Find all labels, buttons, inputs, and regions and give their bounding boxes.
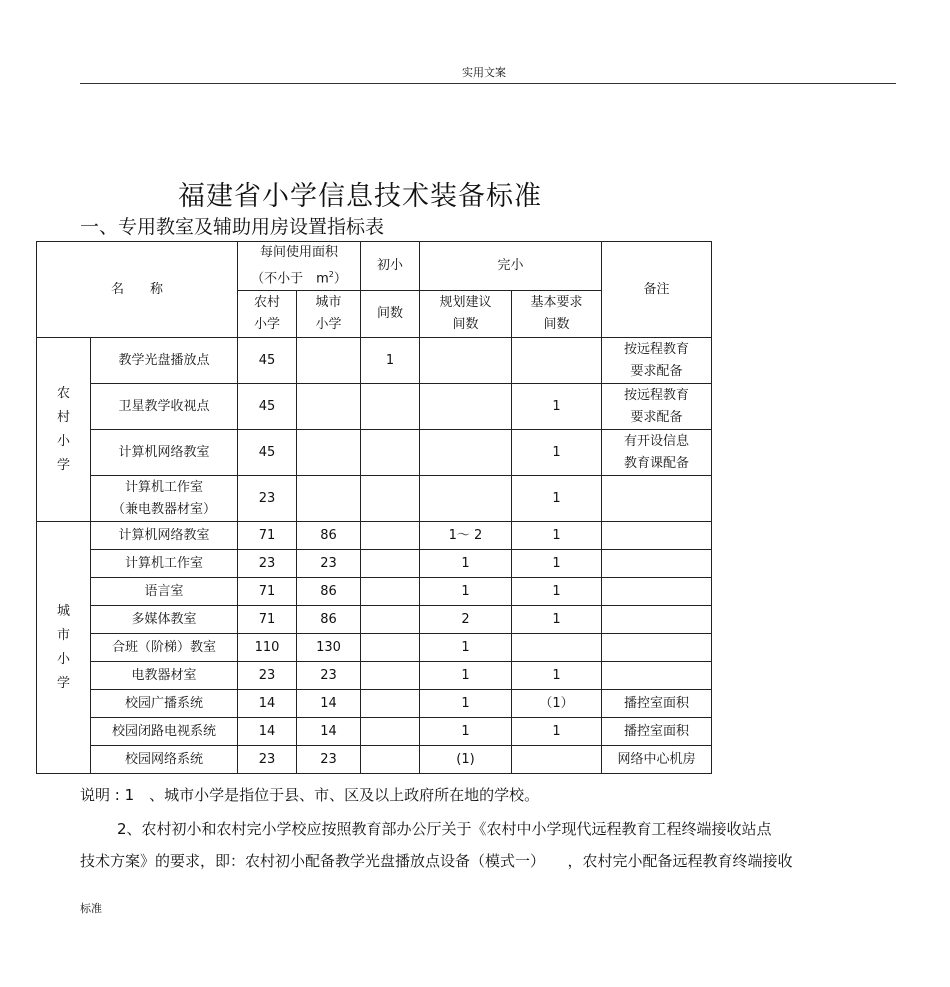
cell-note bbox=[602, 550, 712, 578]
cell-urban: 130 bbox=[297, 634, 361, 662]
cell-rural: 71 bbox=[238, 606, 297, 634]
cell-rural: 14 bbox=[238, 690, 297, 718]
cell-basic: 1 bbox=[512, 606, 602, 634]
table-row bbox=[37, 690, 712, 718]
cell-note bbox=[602, 476, 712, 522]
header-basic: 基本要求 间数 bbox=[512, 291, 602, 338]
facility-name: 计算机网络教室 bbox=[91, 522, 238, 550]
cell-plan: 1 bbox=[420, 718, 512, 746]
cell-basic bbox=[512, 634, 602, 662]
facility-name: 卫星教学收视点 bbox=[91, 384, 238, 430]
cell-rural: 23 bbox=[238, 476, 297, 522]
cell-note: 播控室面积 bbox=[602, 718, 712, 746]
cell-plan: 1～ 2 bbox=[420, 522, 512, 550]
cell-basic: 1 bbox=[512, 550, 602, 578]
cell-chuxiao bbox=[361, 718, 420, 746]
header-name: 名 称 bbox=[37, 242, 238, 338]
header-wanxiao: 完小 bbox=[420, 242, 602, 291]
page-footer-text: 标准 bbox=[80, 902, 102, 915]
cell-urban bbox=[297, 338, 361, 384]
cell-chuxiao bbox=[361, 430, 420, 476]
header-rule bbox=[80, 83, 896, 84]
cell-rural: 45 bbox=[238, 430, 297, 476]
cell-basic: （1） bbox=[512, 690, 602, 718]
table-row bbox=[37, 746, 712, 774]
cell-urban: 86 bbox=[297, 522, 361, 550]
cell-chuxiao bbox=[361, 522, 420, 550]
cell-note: 播控室面积 bbox=[602, 690, 712, 718]
cell-rural: 23 bbox=[238, 662, 297, 690]
cell-urban bbox=[297, 476, 361, 522]
facility-name: 校园网络系统 bbox=[91, 746, 238, 774]
cell-urban: 23 bbox=[297, 746, 361, 774]
header-chuxiao: 初小 bbox=[361, 242, 420, 291]
cell-plan bbox=[420, 476, 512, 522]
cell-basic: 1 bbox=[512, 718, 602, 746]
cell-basic: 1 bbox=[512, 522, 602, 550]
cell-plan bbox=[420, 384, 512, 430]
note-line-1: 说明 : 1 、城市小学是指位于县、市、区及以上政府所在地的学校。 bbox=[80, 786, 540, 804]
cell-plan: 1 bbox=[420, 578, 512, 606]
cell-note: 有开设信息 教育课配备 bbox=[602, 430, 712, 476]
cell-urban: 14 bbox=[297, 718, 361, 746]
cell-rural: 110 bbox=[238, 634, 297, 662]
header-area-line1: 每间使用面积 bbox=[259, 245, 338, 260]
page-header-text: 实用文案 bbox=[462, 66, 506, 79]
cell-note bbox=[602, 522, 712, 550]
cell-note bbox=[602, 606, 712, 634]
cell-urban: 23 bbox=[297, 550, 361, 578]
facility-name: 语言室 bbox=[91, 578, 238, 606]
document-title: 福建省小学信息技术装备标准 bbox=[178, 181, 542, 212]
cell-basic bbox=[512, 746, 602, 774]
header-urban: 城市 小学 bbox=[297, 291, 361, 338]
cell-basic: 1 bbox=[512, 578, 602, 606]
cell-note: 网络中心机房 bbox=[602, 746, 712, 774]
note-line-3: 技术方案》的要求，即：农村初小配备教学光盘播放点设备（模式一） ，农村完小配备远程教育终端接收 bbox=[80, 852, 793, 870]
cell-chuxiao bbox=[361, 384, 420, 430]
table-row bbox=[37, 476, 712, 522]
table-row bbox=[37, 662, 712, 690]
facility-name: 教学光盘播放点 bbox=[91, 338, 238, 384]
cell-urban bbox=[297, 430, 361, 476]
cell-chuxiao bbox=[361, 690, 420, 718]
cell-basic: 1 bbox=[512, 430, 602, 476]
table-row bbox=[37, 384, 712, 430]
facility-name: 电教器材室 bbox=[91, 662, 238, 690]
cell-plan: 2 bbox=[420, 606, 512, 634]
category-label: 农 村 小 学 bbox=[37, 338, 91, 522]
table-row bbox=[37, 634, 712, 662]
cell-basic: 1 bbox=[512, 662, 602, 690]
table-row bbox=[37, 578, 712, 606]
cell-chuxiao: 1 bbox=[361, 338, 420, 384]
header-count: 间数 bbox=[361, 291, 420, 338]
spec-table bbox=[36, 241, 712, 774]
cell-plan bbox=[420, 430, 512, 476]
note-line-2: 2、农村初小和农村完小学校应按照教育部办公厅关于《农村中小学现代远程教育工程终端接收站点 bbox=[117, 820, 772, 838]
cell-chuxiao bbox=[361, 606, 420, 634]
cell-plan: 1 bbox=[420, 550, 512, 578]
cell-rural: 71 bbox=[238, 522, 297, 550]
cell-urban bbox=[297, 384, 361, 430]
header-beizhu: 备注 bbox=[602, 242, 712, 338]
cell-rural: 45 bbox=[238, 338, 297, 384]
facility-name: 校园闭路电视系统 bbox=[91, 718, 238, 746]
facility-name: 合班（阶梯）教室 bbox=[91, 634, 238, 662]
cell-chuxiao bbox=[361, 550, 420, 578]
header-rural: 农村 小学 bbox=[238, 291, 297, 338]
cell-note bbox=[602, 662, 712, 690]
cell-chuxiao bbox=[361, 662, 420, 690]
cell-chuxiao bbox=[361, 746, 420, 774]
cell-rural: 23 bbox=[238, 746, 297, 774]
table-row bbox=[37, 606, 712, 634]
cell-rural: 71 bbox=[238, 578, 297, 606]
cell-basic: 1 bbox=[512, 384, 602, 430]
facility-name: 计算机工作室 （兼电教器材室） bbox=[91, 476, 238, 522]
header-area bbox=[238, 242, 361, 291]
cell-note: 按远程教育 要求配备 bbox=[602, 338, 712, 384]
table-row bbox=[37, 430, 712, 476]
cell-urban: 86 bbox=[297, 578, 361, 606]
cell-note bbox=[602, 634, 712, 662]
cell-chuxiao bbox=[361, 634, 420, 662]
cell-plan: (1) bbox=[420, 746, 512, 774]
cell-plan: 1 bbox=[420, 690, 512, 718]
cell-plan bbox=[420, 338, 512, 384]
facility-name: 多媒体教室 bbox=[91, 606, 238, 634]
cell-rural: 23 bbox=[238, 550, 297, 578]
cell-rural: 14 bbox=[238, 718, 297, 746]
cell-plan: 1 bbox=[420, 662, 512, 690]
cell-rural: 45 bbox=[238, 384, 297, 430]
cell-chuxiao bbox=[361, 476, 420, 522]
cell-note bbox=[602, 578, 712, 606]
cell-note: 按远程教育 要求配备 bbox=[602, 384, 712, 430]
facility-name: 校园广播系统 bbox=[91, 690, 238, 718]
header-plan: 规划建议 间数 bbox=[420, 291, 512, 338]
cell-chuxiao bbox=[361, 578, 420, 606]
cell-basic: 1 bbox=[512, 476, 602, 522]
cell-urban: 14 bbox=[297, 690, 361, 718]
section-heading: 一、专用教室及辅助用房设置指标表 bbox=[80, 216, 385, 238]
table-row bbox=[37, 522, 712, 550]
facility-name: 计算机网络教室 bbox=[91, 430, 238, 476]
table-row bbox=[37, 718, 712, 746]
category-label: 城 市 小 学 bbox=[37, 522, 91, 774]
header-area-line2: （不小于 $m^2$） bbox=[251, 270, 347, 287]
cell-plan: 1 bbox=[420, 634, 512, 662]
cell-urban: 23 bbox=[297, 662, 361, 690]
table-row bbox=[37, 550, 712, 578]
cell-basic bbox=[512, 338, 602, 384]
table-row bbox=[37, 338, 712, 384]
facility-name: 计算机工作室 bbox=[91, 550, 238, 578]
cell-urban: 86 bbox=[297, 606, 361, 634]
